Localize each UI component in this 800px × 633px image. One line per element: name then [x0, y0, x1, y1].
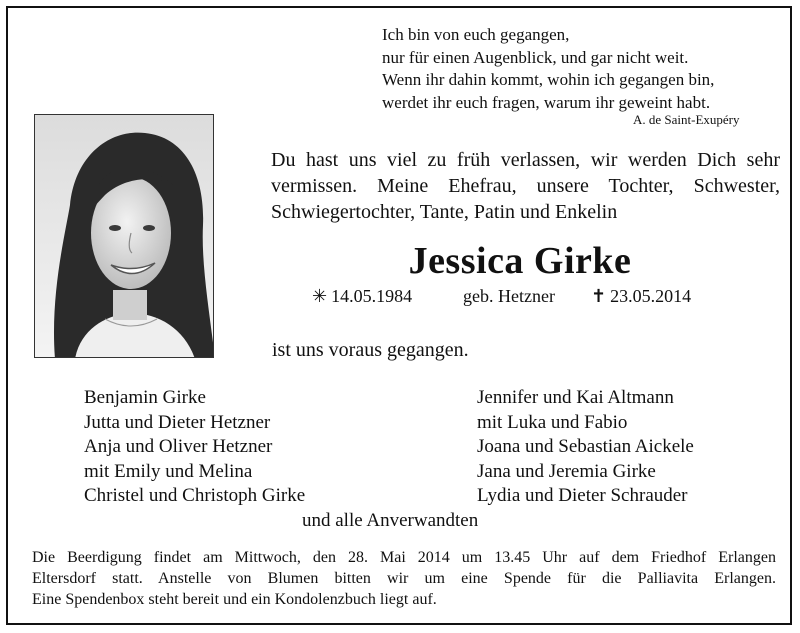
funeral-info-line: Eltersdorf statt. Anstelle von Blumen bitten wir um eine Spende für die Palliavita Erlangen. [32, 570, 776, 587]
maiden-name: geb. Hetzner [463, 286, 555, 306]
mourner-name: Jana und Jeremia Girke [477, 460, 656, 482]
poem-line: Wenn ihr dahin kommt, wohin ich gegangen bin, [382, 70, 715, 89]
gone-text: ist uns voraus gegangen. [272, 339, 469, 361]
birth-date-value: 14.05.1984 [331, 286, 413, 306]
poem [382, 24, 714, 114]
mourner-name: Benjamin Girke [84, 387, 206, 408]
obituary-notice [6, 6, 792, 625]
intro-line: Schwiegertochter, Tante, Patin und Enkelin [271, 201, 618, 223]
mourner-name: Joana und Sebastian Aickele [477, 436, 694, 457]
mourner-name: mit Luka und Fabio [477, 411, 628, 433]
death-date [591, 286, 691, 307]
poem-line: werdet ihr euch fragen, warum ihr geweint habt. [382, 92, 711, 112]
intro-text [271, 147, 780, 225]
mourner-name: Jennifer und Kai Altmann [477, 387, 674, 408]
all-relatives: und alle Anverwandten [302, 510, 479, 531]
death-date-value: 23.05.2014 [610, 286, 692, 306]
mourner-name: Christel und Christoph Girke [84, 485, 306, 506]
birth-date [312, 286, 412, 307]
mourner-name: Lydia und Dieter Schrauder [477, 485, 688, 506]
portrait-photo [34, 114, 214, 358]
mourner-name: Jutta und Dieter Hetzner [84, 411, 271, 433]
poem-line: Ich bin von euch gegangen, [382, 25, 570, 44]
portrait-image [35, 115, 214, 358]
poem-author: A. de Saint-Exupéry [633, 112, 740, 127]
mourners-left [84, 386, 305, 509]
birth-star-icon: ✳ [312, 286, 328, 306]
intro-line: vermissen. Meine Ehefrau, unsere Tochter, Schwester, [271, 175, 780, 197]
funeral-info [32, 547, 776, 610]
poem-line: nur für einen Augenblick, und gar nicht weit. [382, 47, 689, 67]
mourners-right [477, 386, 694, 509]
mourner-name: mit Emily und Melina [84, 460, 253, 482]
cross-icon: ✝ [591, 286, 607, 306]
mourner-name: Anja und Oliver Hetzner [84, 436, 273, 457]
funeral-info-line: Die Beerdigung findet am Mittwoch, den 28. Mai 2014 um 13.45 Uhr auf dem Friedhof Erlangen [32, 549, 776, 566]
funeral-info-line: Eine Spendenbox steht bereit und ein Kondolenzbuch liegt auf. [32, 591, 437, 608]
intro-line: Du hast uns viel zu früh verlassen, wir werden Dich sehr [271, 149, 780, 171]
deceased-name: Jessica Girke [408, 240, 632, 282]
